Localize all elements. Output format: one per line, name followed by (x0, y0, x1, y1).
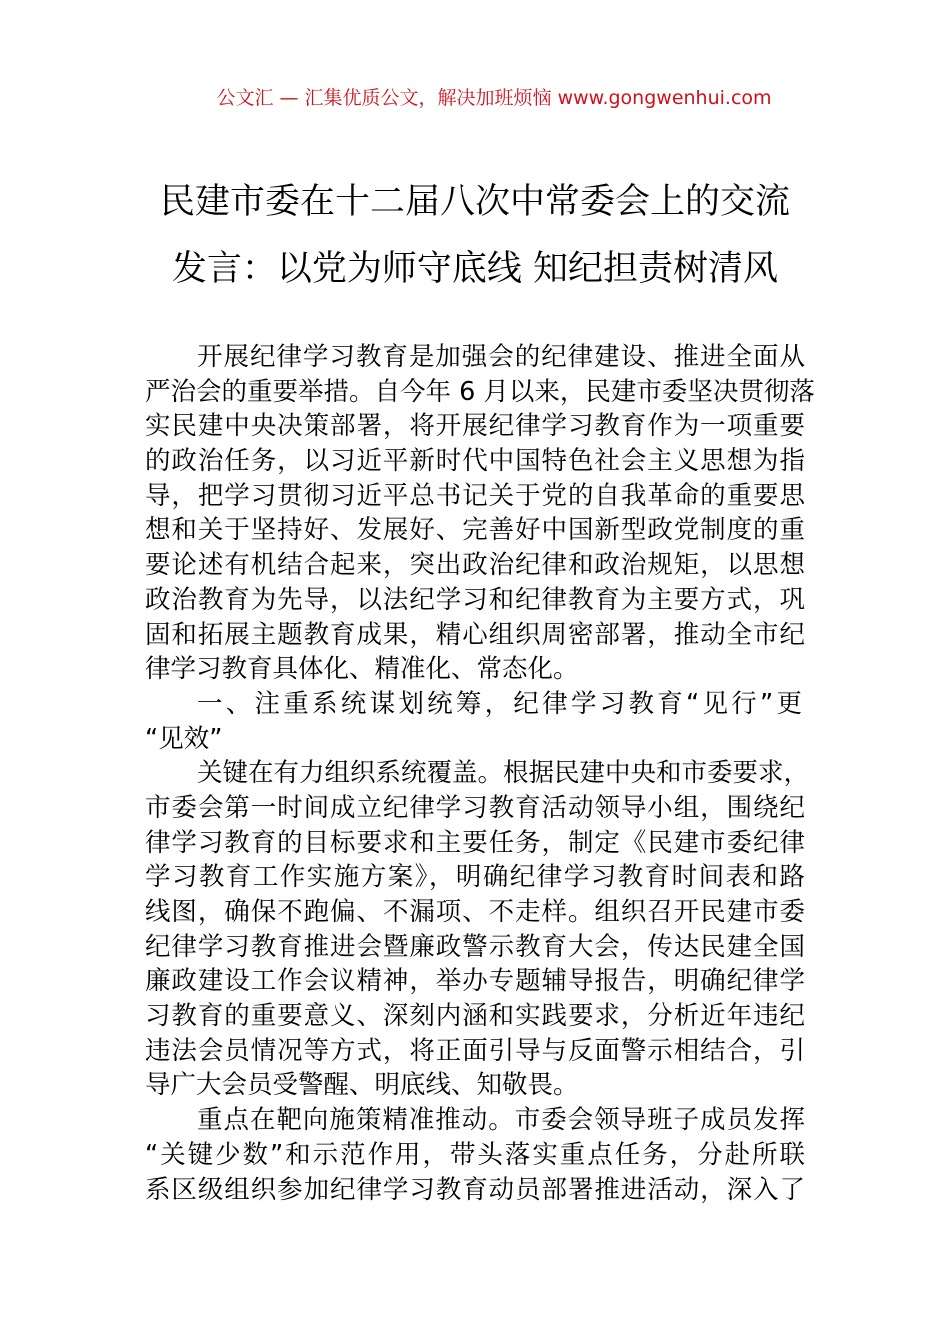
paragraph-line: 固和拓展主题教育成果，精心组织周密部署，推动全市纪 (145, 619, 805, 650)
paragraph-line: 律学习教育具体化、精准化、常态化。 (145, 654, 579, 685)
paragraph-line: “关键少数”和示范作用，带头落实重点任务，分赴所联 (145, 1139, 805, 1170)
paragraph-line: 想和关于坚持好、发展好、完善好中国新型政党制度的重 (145, 515, 805, 546)
section-heading-line: 一、注重系统谋划统筹，纪律学习教育“见行”更 (197, 688, 805, 719)
paragraph-line: 线图，确保不跑偏、不漏项、不走样。组织召开民建市委 (145, 897, 805, 927)
paragraph-line: 关键在有力组织系统覆盖。根据民建中央和市委要求， (197, 758, 810, 789)
paragraph-line: 的政治任务，以习近平新时代中国特色社会主义思想为指 (145, 446, 805, 477)
paragraph-line: 导广大会员受警醒、明底线、知敬畏。 (145, 1070, 579, 1101)
document-body (145, 340, 815, 1207)
paragraph-line: 系区级组织参加纪律学习教育动员部署推进活动，深入了 (145, 1174, 805, 1205)
section-heading-line: “见效” (145, 723, 223, 754)
paragraph-line: 实民建中央决策部署，将开展纪律学习教育作为一项重要 (145, 411, 805, 442)
paragraph-line: 违法会员情况等方式，将正面引导与反面警示相结合，引 (145, 1035, 805, 1066)
paragraph-line: 律学习教育的目标要求和主要任务，制定《民建市委纪律 (145, 827, 805, 858)
paragraph-line: 开展纪律学习教育是加强会的纪律建设、推进全面从 (197, 342, 805, 372)
document-title-line-2: 发言：以党为师守底线 知纪担责树清风 (171, 249, 779, 289)
paragraph-line: 要论述有机结合起来，突出政治纪律和政治规矩，以思想 (145, 550, 805, 581)
paragraph-line: 重点在靶向施策精准推动。市委会领导班子成员发挥 (197, 1105, 805, 1136)
paragraph-line: 学习教育工作实施方案》，明确纪律学习教育时间表和路 (145, 862, 805, 893)
paragraph-line: 廉政建设工作会议精神，举办专题辅导报告，明确纪律学 (145, 966, 805, 997)
paragraph-line: 导，把学习贯彻习近平总书记关于党的自我革命的重要思 (145, 480, 805, 511)
paragraph-line: 习教育的重要意义、深刻内涵和实践要求，分析近年违纪 (145, 1001, 805, 1032)
paragraph-line: 政治教育为先导，以法纪学习和纪律教育为主要方式，巩 (145, 584, 805, 615)
document-title-line-1: 民建市委在十二届八次中常委会上的交流 (159, 182, 790, 222)
paragraph-line: 市委会第一时间成立纪律学习教育活动领导小组，围绕纪 (145, 792, 805, 823)
paragraph-line: 严治会的重要举措。自今年 6 月以来，民建市委坚决贯彻落 (145, 376, 815, 407)
watermark-header: 公文汇 — 汇集优质公文，解决加班烦恼 www.gongwenhui.com (216, 87, 772, 109)
paragraph-line: 纪律学习教育推进会暨廉政警示教育大会，传达民建全国 (145, 931, 805, 962)
